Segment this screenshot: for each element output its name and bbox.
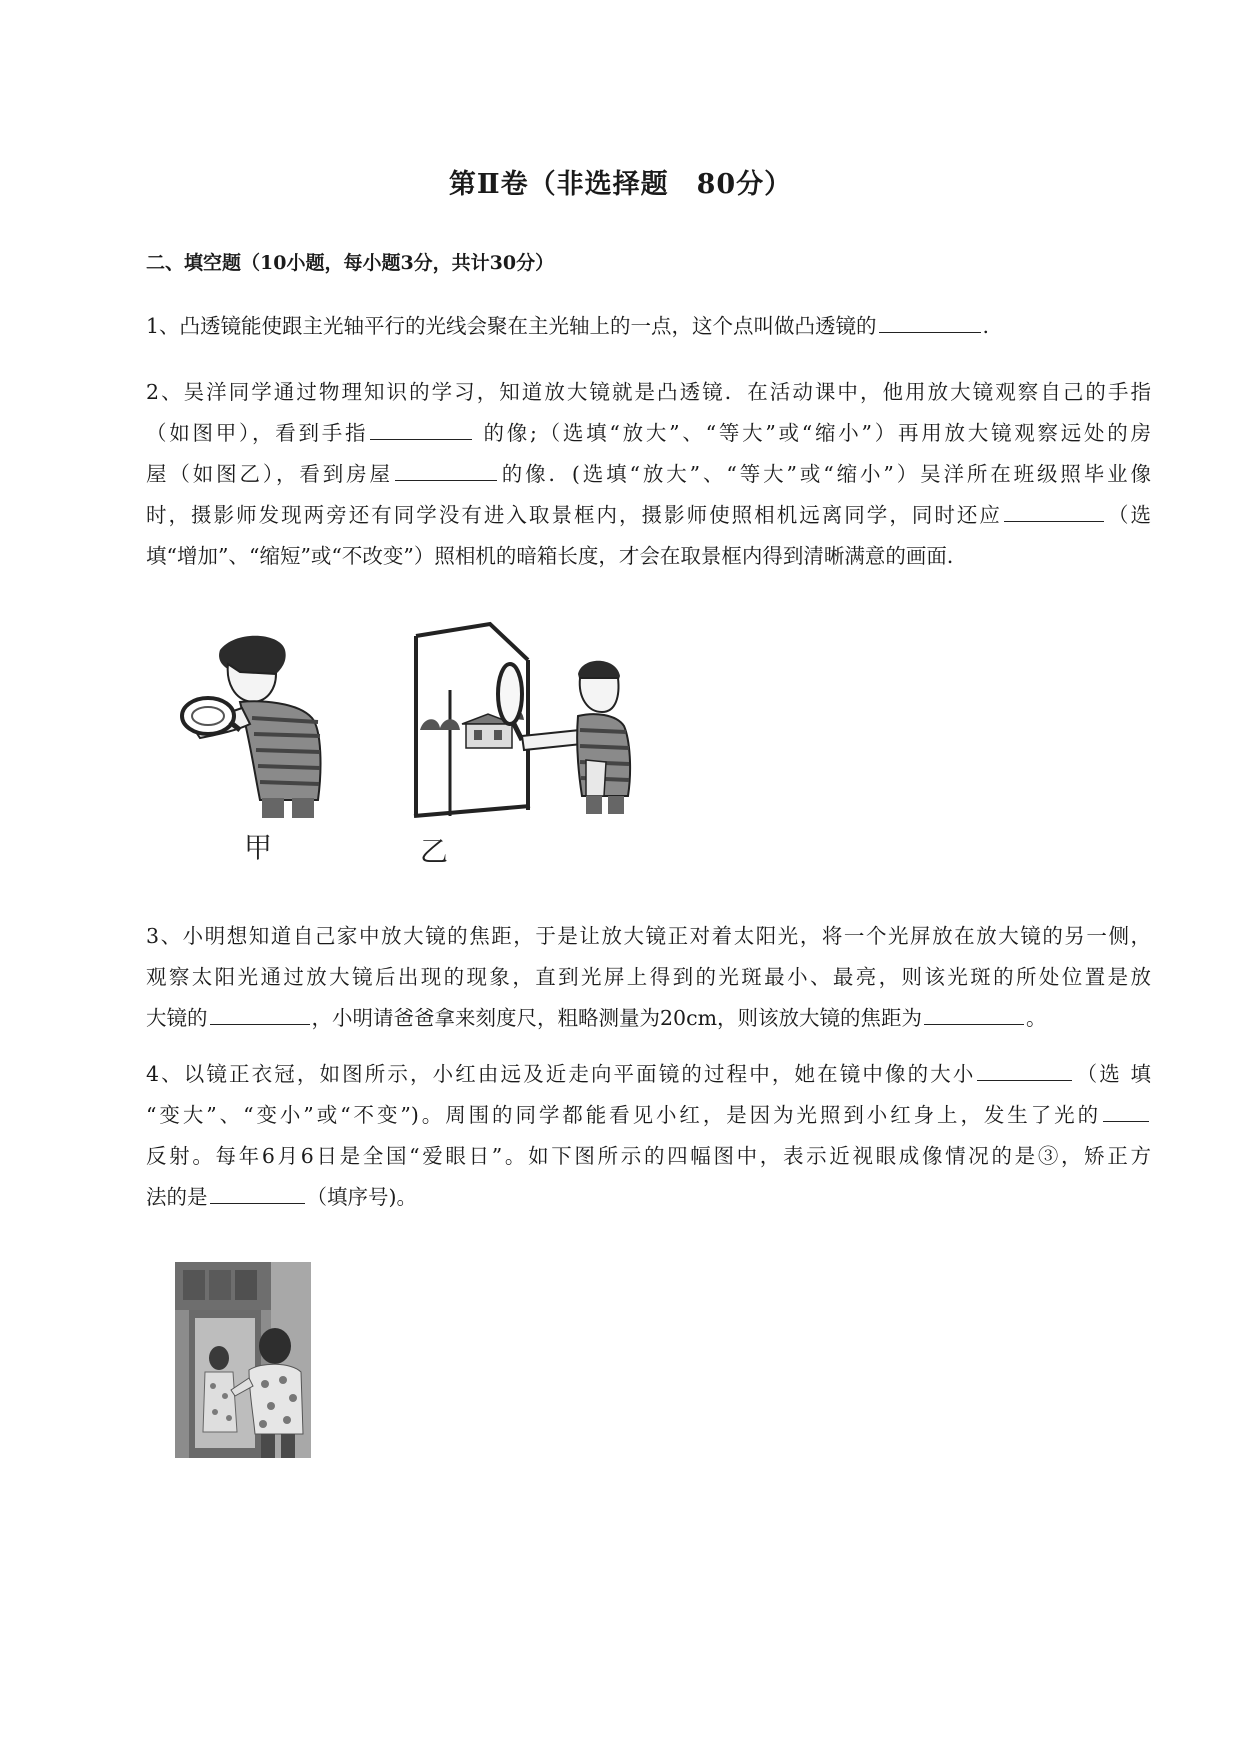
- q3-line-1: 3、小明想知道自己家中放大镜的焦距，于是让放大镜正对着太阳光，将一个光屏放在放大镜的另一侧，: [146, 924, 1151, 948]
- section-heading: 二、填空题（10小题，每小题3分，共计30分）: [146, 252, 555, 274]
- q4-blank-image-size[interactable]: [977, 1058, 1072, 1081]
- q2-line-4: [146, 495, 1151, 536]
- q3-line-3-mid: ，小明请爸爸拿来刻度尺，粗略测量为20cm，则该放大镜的焦距为: [311, 1006, 923, 1030]
- question-1: [146, 306, 1151, 347]
- photo-girl-at-mirror: [175, 1262, 311, 1458]
- q4-line-1-end: （选 填: [1074, 1062, 1151, 1086]
- q3-line-3-start: 大镜的: [146, 1006, 208, 1030]
- figure-label-jia: 甲: [244, 831, 273, 864]
- question-3: [146, 916, 1151, 1039]
- q3-line-2: 观察太阳光通过放大镜后出现的现象，直到光屏上得到的光斑最小、最亮，则该光斑的所处位置是放: [146, 965, 1151, 989]
- q4-blank-correction[interactable]: [210, 1181, 305, 1204]
- q4-line-4-end: （填序号)。: [306, 1185, 417, 1209]
- q2-blank-camera[interactable]: [1004, 499, 1104, 522]
- figure-jia-magnifier-finger: [180, 630, 370, 820]
- q2-line-1: 2、吴洋同学通过物理知识的学习，知道放大镜就是凸透镜．在活动课中，他用放大镜观察自己的手指: [146, 380, 1151, 404]
- q3-line-3: [146, 998, 1151, 1039]
- q2-line-4-start: 时，摄影师发现两旁还有同学没有进入取景框内，摄影师使照相机远离同学，同时还应: [146, 503, 1002, 527]
- q2-blank-finger[interactable]: [370, 417, 472, 440]
- figure-yi-magnifier-house: [410, 620, 650, 820]
- q1-answer-blank[interactable]: [879, 310, 981, 333]
- q3-blank-focal-length[interactable]: [924, 1002, 1024, 1025]
- q4-line-2-start: “变大”、“变小”或“不变”)。周围的同学都能看见小红，是因为光照到小红身上，发生了光的: [146, 1103, 1101, 1127]
- q2-line-2: [146, 413, 1151, 454]
- q2-line-3: [146, 454, 1151, 495]
- q3-line-3-end: 。: [1026, 1006, 1047, 1030]
- q4-blank-reflection-type[interactable]: [1103, 1099, 1149, 1122]
- q2-line-2-end: 的像;（选填“放大”、“等大”或“缩小”）再用放大镜观察远处的房: [483, 421, 1151, 445]
- q4-line-1-start: 4、以镜正衣冠，如图所示，小红由远及近走向平面镜的过程中，她在镜中像的大小: [146, 1062, 976, 1086]
- q3-blank-position[interactable]: [210, 1002, 310, 1025]
- q1-end: .: [982, 314, 990, 338]
- figure-label-yi: 乙: [420, 835, 449, 868]
- q2-line-3-start: 屋（如图乙），看到房屋: [146, 462, 393, 486]
- question-2: [146, 372, 1151, 577]
- q2-line-5: 填“增加”、“缩短”或“不改变”）照相机的暗箱长度，才会在取景框内得到清晰满意的画面．: [146, 544, 968, 568]
- paper-part-title: 第Ⅱ卷（非选择题 80分）: [448, 169, 793, 200]
- q4-line-2: [146, 1095, 1151, 1136]
- question-4: [146, 1054, 1151, 1218]
- q4-line-4-start: 法的是: [146, 1185, 208, 1209]
- q4-line-4: [146, 1177, 1151, 1218]
- q2-blank-house[interactable]: [395, 458, 497, 481]
- q1-text: 1、凸透镜能使跟主光轴平行的光线会聚在主光轴上的一点，这个点叫做凸透镜的: [146, 314, 877, 338]
- q4-line-1: [146, 1054, 1151, 1095]
- q4-line-3: 反射。每年6月6日是全国“爱眼日”。如下图所示的四幅图中，表示近视眼成像情况的是③，矫正方: [146, 1144, 1151, 1168]
- q2-line-4-end: （选: [1105, 503, 1152, 527]
- q2-line-2-start: （如图甲），看到手指: [146, 421, 369, 445]
- q2-line-3-end: 的像．(选填“放大”、“等大”或“缩小”）吴洋所在班级照毕业像: [498, 462, 1151, 486]
